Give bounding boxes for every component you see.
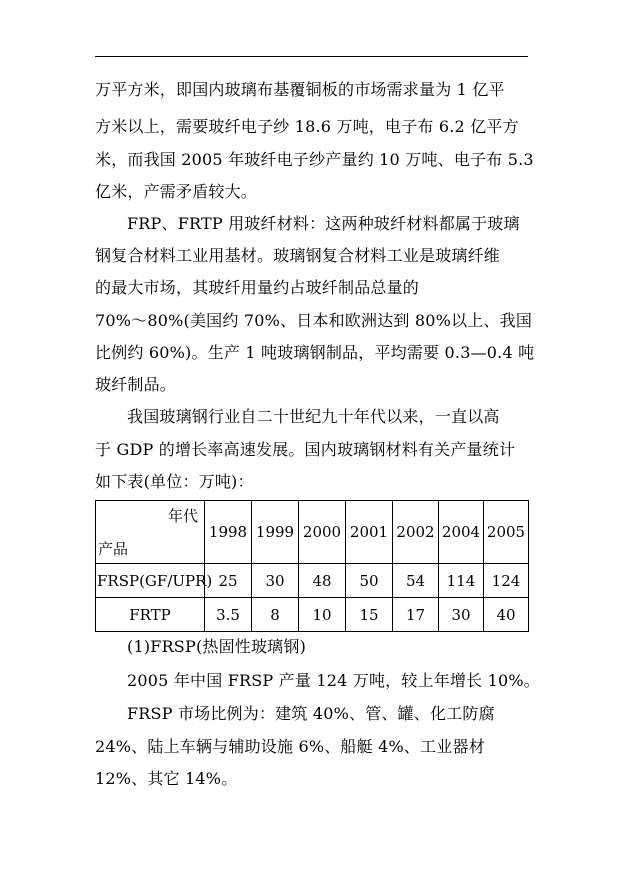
table-cell: 40 (484, 598, 529, 632)
table-cell: 30 (252, 564, 299, 598)
year-header: 2000 (299, 501, 346, 564)
table-cell: 10 (299, 598, 346, 632)
table-cell: 30 (439, 598, 484, 632)
year-header: 2002 (393, 501, 439, 564)
row-label: FRTP (96, 598, 205, 632)
corner-product-label: 产品 (98, 540, 129, 558)
row-label: FRSP(GF/UPR) (96, 564, 205, 598)
table-cell: 50 (346, 564, 393, 598)
header-rule (95, 56, 528, 57)
text-line: 我国玻璃钢行业自二十世纪九十年代以来，一直以高 (127, 407, 500, 426)
production-table (95, 500, 529, 632)
year-header: 2005 (484, 501, 529, 564)
text-line: 如下表(单位：万吨)： (95, 472, 254, 491)
table-row (96, 598, 529, 632)
table-cell: 15 (346, 598, 393, 632)
year-header: 1999 (252, 501, 299, 564)
table-cell: 124 (484, 564, 529, 598)
section-heading: (1)FRSP(热固性玻璃钢) (127, 637, 307, 656)
table-cell: 25 (205, 564, 252, 598)
text-line: 12%、其它 14%。 (95, 769, 238, 788)
table-cell: 114 (439, 564, 484, 598)
text-line: 钢复合材料工业用基材。玻璃钢复合材料工业是玻璃纤维 (95, 246, 501, 265)
text-line: 70%～80%(美国约 70%、日本和欧洲达到 80%以上、我国 (95, 311, 533, 330)
year-header: 2001 (346, 501, 393, 564)
text-line: 的最大市场，其玻纤用量约占玻纤制品总量的 (95, 278, 420, 297)
table-cell: 3.5 (205, 598, 252, 632)
year-header: 2004 (439, 501, 484, 564)
corner-year-label: 年代 (167, 507, 198, 525)
text-line: 万平方米，即国内玻璃布基覆铜板的市场需求量为 1 亿平 (95, 80, 505, 99)
table-cell: 17 (393, 598, 439, 632)
table-corner-cell (96, 501, 205, 564)
text-line: 比例约 60%)。生产 1 吨玻璃钢制品，平均需要 0.3—0.4 吨 (95, 343, 535, 362)
table-cell: 8 (252, 598, 299, 632)
text-line: 方米以上，需要玻纤电子纱 18.6 万吨，电子布 6.2 亿平方 (95, 117, 519, 136)
text-line: FRP、FRTP 用玻纤材料：这两种玻纤材料都属于玻璃 (127, 214, 520, 233)
text-line: 24%、陆上车辆与辅助设施 6%、船艇 4%、工业器材 (95, 737, 485, 756)
text-line: 2005 年中国 FRSP 产量 124 万吨，较上年增长 10%。 (127, 671, 541, 690)
year-header: 1998 (205, 501, 252, 564)
table-header-row (96, 501, 529, 564)
table-cell: 48 (299, 564, 346, 598)
table-cell: 54 (393, 564, 439, 598)
text-line: FRSP 市场比例为：建筑 40%、管、罐、化工防腐 (127, 704, 495, 723)
text-line: 米，而我国 2005 年玻纤电子纱产量约 10 万吨、电子布 5.3 (95, 150, 534, 169)
table-row (96, 564, 529, 598)
text-line: 玻纤制品。 (95, 375, 177, 394)
text-line: 亿米，产需矛盾较大。 (95, 182, 258, 201)
text-line: 于 GDP 的增长率高速发展。国内玻璃钢材料有关产量统计 (95, 440, 516, 459)
